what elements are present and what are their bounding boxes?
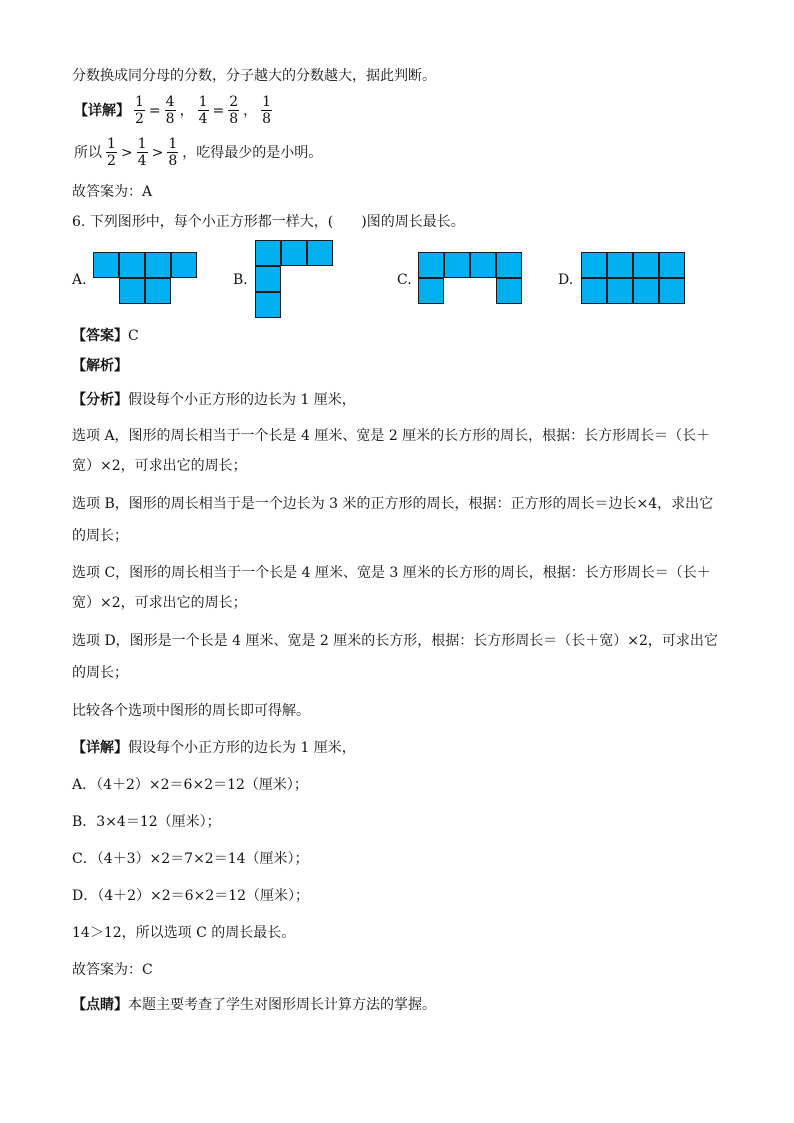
square [418,278,444,304]
option-a-label: A. [72,272,87,288]
square [307,240,333,266]
square [93,252,119,278]
square [255,266,281,292]
square [581,252,607,278]
option-b-label: B. [233,272,248,288]
detail-line-c: C．（4＋3）×2＝7×2＝14（厘米）； [72,851,309,867]
square [607,278,633,304]
option-d-label: D. [558,272,574,288]
fraction: $\frac{1}{4}$ [198,94,208,127]
detail-line-1: 【详解】假设每个小正方形的边长为 1 厘米， [72,740,356,756]
analysis-line-5: 的周长； [72,528,128,544]
square [145,278,171,304]
fraction: $\frac{1}{8}$ [168,136,178,169]
square [418,252,444,278]
comment-line: 【点睛】本题主要考查了学生对图形周长计算方法的掌握。 [72,997,436,1013]
detail-line-d: D．（4＋2）×2＝6×2＝12（厘米）； [72,888,310,904]
answer-label: 【答案】 [72,328,128,344]
square [496,252,522,278]
comparison-line: 所以 $\frac{1}{2}$ > $\frac{1}{4}$ > $\frac{1}{8}$ ，吃得最少的是小明。 [74,136,323,169]
fraction: $\frac{1}{2}$ [135,94,144,127]
fraction: $\frac{1}{8}$ [262,94,272,127]
fraction: $\frac{4}{8}$ [165,94,175,127]
intro-text: 分数换成同分母的分数，分子越大的分数越大，据此判断。 [72,68,436,84]
square [633,278,659,304]
detail-compare: 14＞12，所以选项 C 的周长最长。 [72,925,296,941]
detail-fractions-line: 【详解】 $\frac{1}{2}$ = $\frac{4}{8}$ ， $\frac{1}{4}$ = $\frac{2}{8}$ ， $\frac{1}{8}$ [74,94,272,127]
analysis-line-7: 宽）×2，可求出它的周长； [72,595,247,611]
detail-label: 【详解】 [74,102,130,119]
detail-answer: 故答案为：C [72,962,153,978]
square [659,278,685,304]
square [607,252,633,278]
square [255,240,281,266]
fraction: $\frac{1}{4}$ [137,136,147,169]
fraction: $\frac{1}{2}$ [107,136,116,169]
square [633,252,659,278]
square [659,252,685,278]
question-6: 6. 下列图形中，每个小正方形都一样大，( )图的周长最长。 [72,214,465,230]
analysis-line-2: 选项 A，图形的周长相当于一个长是 4 厘米、宽是 2 厘米的长方形的周长，根据：长方形周长＝（长＋ [72,428,711,444]
analysis-line-1: 【分析】假设每个小正方形的边长为 1 厘米， [72,392,356,408]
square [470,252,496,278]
detail-line-a: A．（4＋2）×2＝6×2＝12（厘米）； [72,777,308,793]
analysis-label: 【解析】 [72,358,128,374]
fraction: $\frac{2}{8}$ [229,94,239,127]
square [444,252,470,278]
answer-5: 故答案为：A [72,184,153,200]
analysis-line-4: 选项 B，图形的周长相当于是一个边长为 3 米的正方形的周长，根据：正方形的周长＝边长×4，求出它 [72,496,714,512]
analysis-line-9: 的周长； [72,665,128,681]
detail-line-b: B．3×4＝12（厘米）； [72,814,221,830]
answer-value: C [128,328,139,344]
analysis-line-3: 宽）×2，可求出它的周长； [72,458,247,474]
analysis-line-8: 选项 D，图形是一个长是 4 厘米、宽是 2 厘米的长方形，根据：长方形周长＝（长＋宽）×2，可求出它 [72,633,718,649]
square [119,278,145,304]
square [581,278,607,304]
square [171,252,197,278]
square [119,252,145,278]
analysis-line-6: 选项 C，图形的周长相当于一个长是 4 厘米、宽是 3 厘米的长方形的周长，根据：长方形周长＝（长＋ [72,565,711,581]
square [281,240,307,266]
option-c-label: C. [397,272,412,288]
square [496,278,522,304]
square [145,252,171,278]
answer-line [72,326,139,346]
square [255,292,281,318]
analysis-line-10: 比较各个选项中图形的周长即可得解。 [72,703,310,719]
